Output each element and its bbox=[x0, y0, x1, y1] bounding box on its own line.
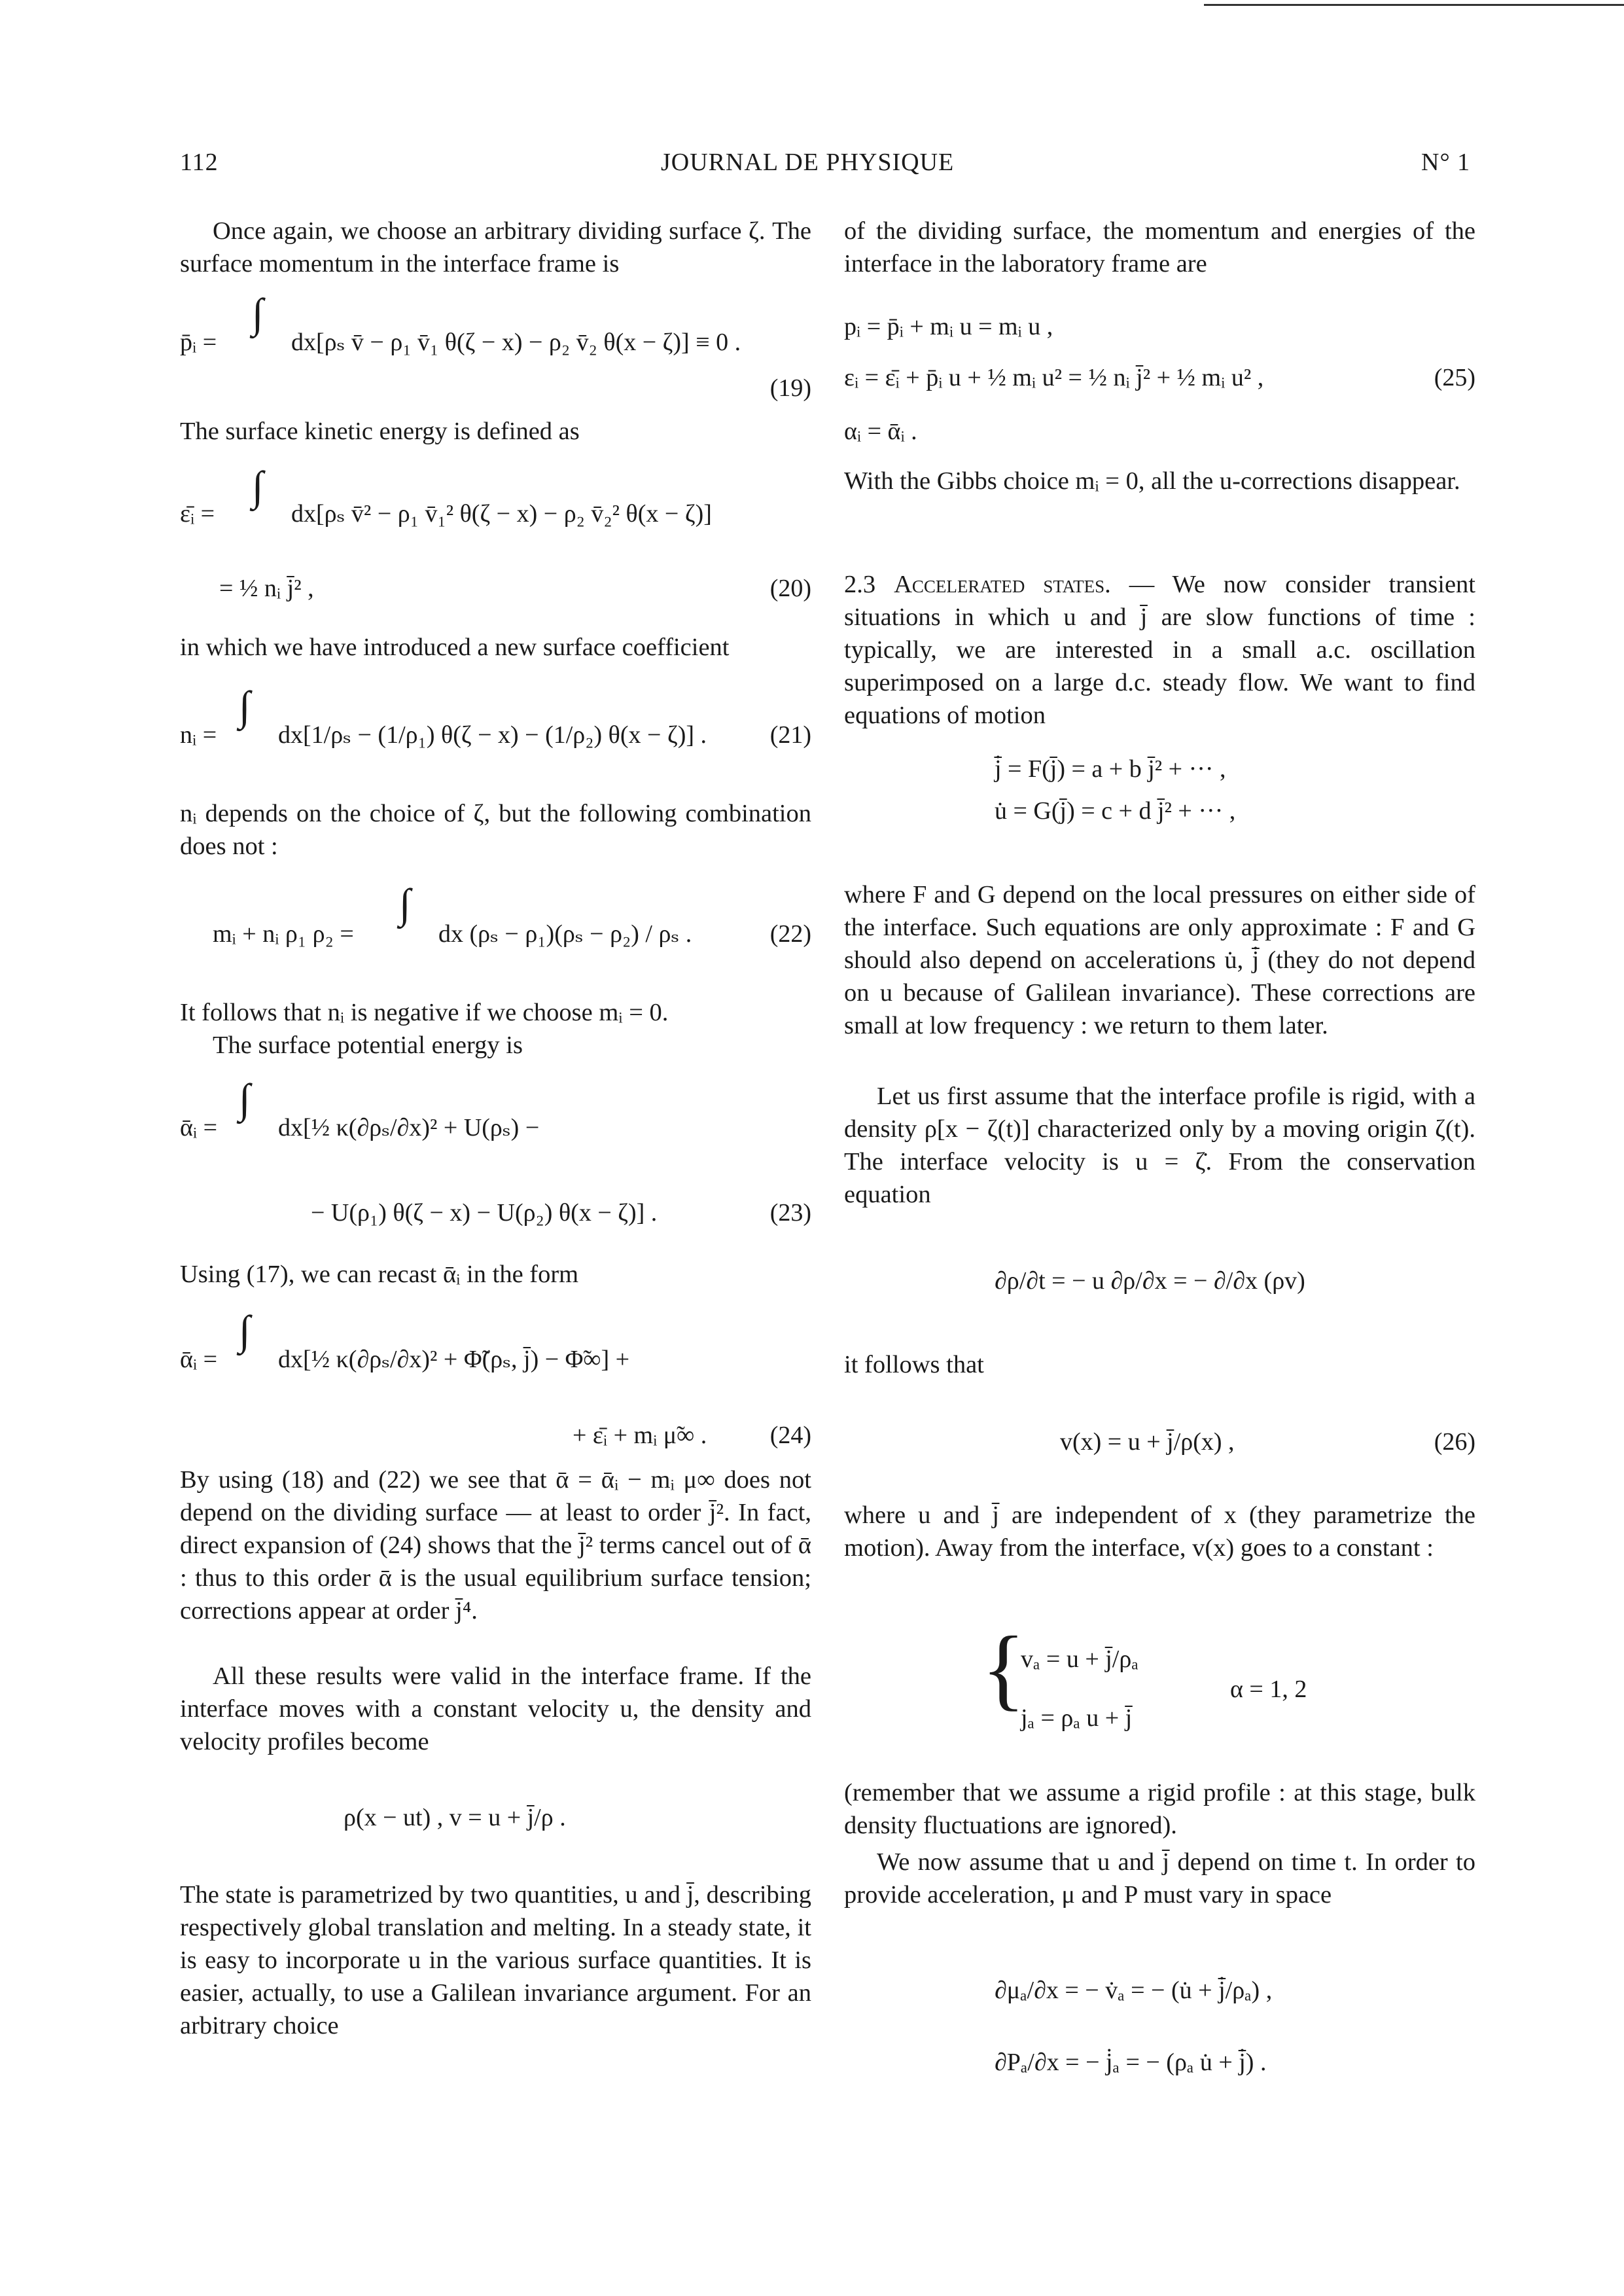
equation-19 bbox=[180, 290, 811, 410]
integral-sign: ∫ bbox=[239, 683, 251, 729]
eq-number: (20) bbox=[769, 575, 811, 602]
eq-body: ∂ρ/∂t = − u ∂ρ/∂x = − ∂/∂x (ρv) bbox=[995, 1267, 1305, 1295]
paragraph: Let us first assume that the interface profile is rigid, with a density ρ[x − ζ(t)] characterized only by a moving origin ζ(t). The interface velocity is u = ζ̇. From the conservation equation bbox=[844, 1083, 1475, 1208]
eq-line: u̇ = G(j̄) = c + d j̄² + ··· , bbox=[995, 797, 1236, 825]
eq-number: (19) bbox=[769, 374, 811, 402]
equation-20 bbox=[180, 463, 811, 628]
eq-number: (24) bbox=[769, 1422, 811, 1449]
integral-sign: ∫ bbox=[252, 290, 264, 336]
paragraph: Using (17), we can recast ᾱᵢ in the form bbox=[180, 1261, 579, 1288]
section-title: Accelerated states. bbox=[894, 571, 1111, 598]
paragraph: By using (18) and (22) we see that ᾱ = ᾱᵢ − mᵢ μ∞ does not depend on the dividing surface — at least to order j̄². In fact, direct expansion of (24) shows that the j̄² terms cancel out of ᾱ : thus to this order ᾱ is the usual equilibrium surface tension; corrections appear at order j̄⁴. bbox=[180, 1466, 811, 1624]
paragraph: It follows that nᵢ is negative if we choose mᵢ = 0. bbox=[180, 999, 669, 1026]
equation-25 bbox=[844, 291, 1475, 461]
equation-conservation bbox=[844, 1234, 1475, 1333]
equation-motion bbox=[844, 744, 1475, 842]
eq-line: α = 1, 2 bbox=[1230, 1676, 1307, 1703]
paragraph: it follows that bbox=[844, 1351, 984, 1378]
paragraph: All these results were valid in the interface frame. If the interface moves with a constant velocity u, the density and velocity profiles become bbox=[180, 1662, 811, 1755]
equation-22 bbox=[180, 881, 811, 992]
eq-body: dx[1/ρₛ − (1/ρ₁) θ(ζ − x) − (1/ρ₂) θ(x − ζ)] . bbox=[278, 721, 707, 749]
eq-line: ∂μₐ/∂x = − v̇ₐ = − (u̇ + j̄̇/ρₐ) , bbox=[995, 1977, 1273, 2004]
right-column bbox=[844, 215, 1475, 2098]
equation-24 bbox=[180, 1309, 811, 1463]
paragraph: in which we have introduced a new surface coefficient bbox=[180, 634, 730, 661]
eq-lhs: p̄ᵢ = bbox=[180, 329, 217, 356]
section-number: 2.3 bbox=[844, 571, 876, 598]
eq-line: pᵢ = p̄ᵢ + mᵢ u = mᵢ u , bbox=[844, 313, 1053, 340]
paragraph: We now assume that u and j̄ depend on time t. In order to provide acceleration, μ and P must vary in space bbox=[844, 1848, 1475, 1909]
integral-sign: ∫ bbox=[399, 880, 411, 927]
eq-body: dx[½ κ(∂ρₛ/∂x)² + U(ρₛ) − bbox=[278, 1114, 540, 1141]
paragraph-text: — We now consider transient situations in which u and j̄ are slow functions of time : typically, we are interested in a small a.c. oscillation superimposed on a large d.c. steady flow. We want to find equations of motion bbox=[844, 571, 1476, 729]
issue-number: N° 1 bbox=[1421, 149, 1471, 176]
paragraph: (remember that we assume a rigid profile : at this stage, bulk density fluctuations are ignored). bbox=[844, 1779, 1475, 1839]
equation-profile bbox=[180, 1775, 811, 1873]
eq-body: dx[ρₛ v̄ − ρ₁ v̄₁ θ(ζ − x) − ρ₂ v̄₂ θ(x − ζ)] ≡ 0 . bbox=[291, 329, 741, 356]
journal-title: JOURNAL DE PHYSIQUE bbox=[661, 149, 955, 176]
eq-lhs: ᾱᵢ = bbox=[180, 1114, 218, 1141]
left-column bbox=[180, 215, 811, 2049]
paragraph: With the Gibbs choice mᵢ = 0, all the u-corrections disappear. bbox=[844, 467, 1460, 495]
eq-lhs: ε̄ᵢ = bbox=[180, 500, 215, 528]
paragraph: The surface potential energy is bbox=[213, 1031, 523, 1059]
section-paragraph bbox=[844, 568, 1475, 736]
eq-body: dx[½ κ(∂ρₛ/∂x)² + Φ̃(ρₛ, j̄) − Φ̃∞] + bbox=[278, 1346, 630, 1373]
equation-acceleration bbox=[844, 1954, 1475, 2098]
left-brace: { bbox=[981, 1618, 1026, 1719]
eq-line: + ε̄ᵢ + mᵢ μ̃∞ . bbox=[573, 1422, 707, 1449]
equation-26 bbox=[844, 1394, 1475, 1492]
eq-number: (23) bbox=[769, 1199, 811, 1227]
eq-body: dx[ρₛ v̄² − ρ₁ v̄₁² θ(ζ − x) − ρ₂ v̄₂² θ(x − ζ)] bbox=[291, 500, 712, 528]
eq-lhs: ᾱᵢ = bbox=[180, 1346, 218, 1373]
equation-21 bbox=[180, 683, 811, 791]
eq-line: αᵢ = ᾱᵢ . bbox=[844, 418, 917, 445]
eq-line: = ½ nᵢ j̄² , bbox=[219, 575, 314, 602]
paragraph: Once again, we choose an arbitrary dividing surface ζ. The surface momentum in the interface frame is bbox=[180, 217, 811, 278]
paragraph: nᵢ depends on the choice of ζ, but the following combination does not : bbox=[180, 800, 811, 860]
eq-body: dx (ρₛ − ρ₁)(ρₛ − ρ₂) / ρₛ . bbox=[438, 920, 692, 948]
integral-sign: ∫ bbox=[239, 1307, 251, 1354]
top-rule bbox=[1204, 4, 1624, 6]
paragraph: where u and j̄ are independent of x (they parametrize the motion). Away from the interface, v(x) goes to a constant : bbox=[844, 1501, 1475, 1562]
eq-number: (26) bbox=[1434, 1428, 1475, 1456]
eq-line: jₐ = ρₐ u + j̄ bbox=[1021, 1704, 1133, 1732]
eq-lhs: mᵢ + nᵢ ρ₁ ρ₂ = bbox=[213, 920, 354, 948]
eq-line: ∂Pₐ/∂x = − j̇ₐ = − (ρₐ u̇ + j̄̇) . bbox=[995, 2049, 1267, 2076]
equation-23 bbox=[180, 1075, 811, 1254]
eq-lhs: nᵢ = bbox=[180, 721, 217, 749]
page-number: 112 bbox=[180, 149, 219, 176]
paragraph: The surface kinetic energy is defined as bbox=[180, 418, 580, 445]
eq-line: vₐ = u + j̄/ρₐ bbox=[1021, 1645, 1139, 1673]
eq-number: (22) bbox=[769, 920, 811, 948]
paragraph: of the dividing surface, the momentum and energies of the interface in the laboratory frame are bbox=[844, 217, 1475, 278]
equation-constants bbox=[844, 1617, 1475, 1748]
eq-body: v(x) = u + j̄/ρ(x) , bbox=[1060, 1428, 1235, 1456]
eq-line: − U(ρ₁) θ(ζ − x) − U(ρ₂) θ(x − ζ)] . bbox=[311, 1199, 658, 1227]
eq-line: j̄̇ = F(j̄) = a + b j̄² + ··· , bbox=[995, 755, 1226, 783]
eq-number: (25) bbox=[1434, 364, 1475, 391]
eq-line: εᵢ = ε̄ᵢ + p̄ᵢ u + ½ mᵢ u² = ½ nᵢ j̄² + ½ mᵢ u² , bbox=[844, 364, 1264, 391]
eq-number: (21) bbox=[769, 721, 811, 749]
paragraph: where F and G depend on the local pressures on either side of the interface. Such equations are only approximate : F and G should also depend on accelerations u̇, j̄̇ (they do not depend on u because of Galilean invariance). These corrections are small at low frequency : we return to them later. bbox=[844, 881, 1475, 1039]
integral-sign: ∫ bbox=[252, 463, 264, 509]
paragraph: The state is parametrized by two quantities, u and j̄, describing respectively global translation and melting. In a steady state, it is easy to incorporate u in the various surface quantities. It is easier, actually, to use a Galilean invariance argument. For an arbitrary choice bbox=[180, 1881, 811, 2039]
integral-sign: ∫ bbox=[239, 1075, 251, 1122]
eq-body: ρ(x − ut) , v = u + j̄/ρ . bbox=[344, 1804, 566, 1831]
